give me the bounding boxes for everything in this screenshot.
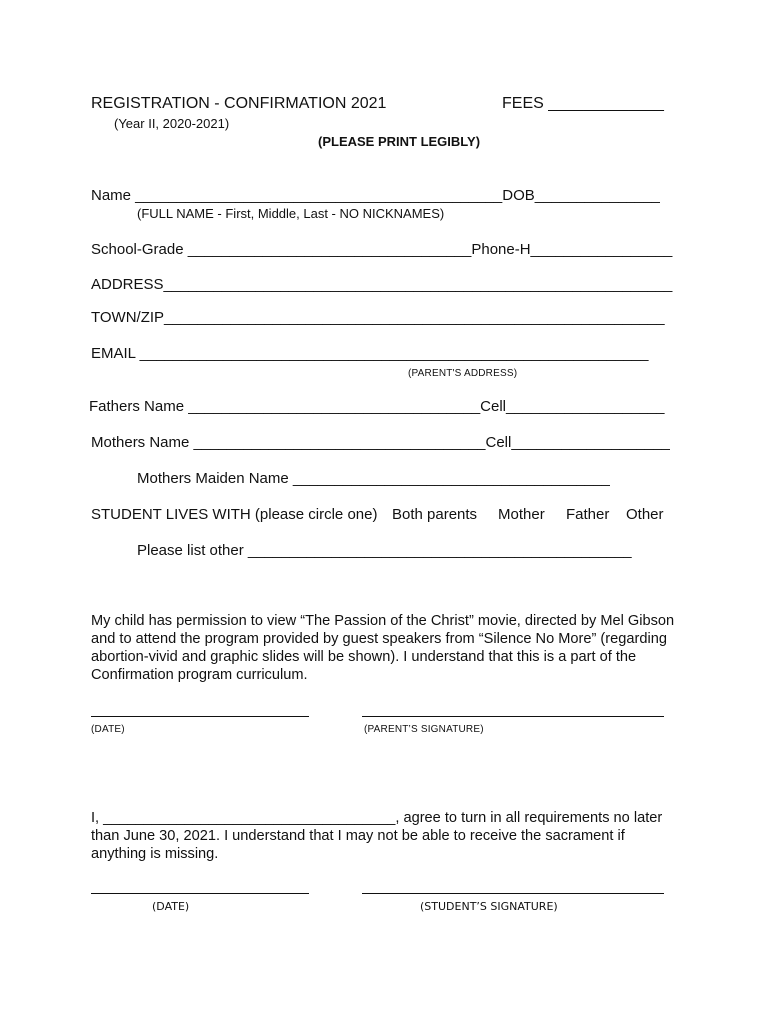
mothers-name-cell-field[interactable]: Mothers Name ___________________________________Cell___________________ (91, 434, 670, 451)
fees-field[interactable]: FEES _____________ (502, 95, 664, 112)
mothers-maiden-name-field[interactable]: Mothers Maiden Name ______________________________________ (137, 470, 610, 487)
option-father[interactable]: Father (566, 506, 610, 523)
permission-paragraph: My child has permission to view “The Passion of the Christ” movie, directed by Mel Gibson and to attend the program provided by guest speakers from “Silence No More” (regarding abortion-vivid and graphic slides will be shown). I understand that this is a part of the Confirmation program curriculum. (91, 613, 675, 683)
option-other[interactable]: Other (626, 506, 664, 523)
parent-signature-label: (PARENT’S SIGNATURE) (364, 724, 484, 735)
email-field[interactable]: EMAIL _____________________________________________________________ (91, 345, 649, 362)
fathers-name-cell-field[interactable]: Fathers Name ___________________________________Cell___________________ (89, 398, 665, 415)
name-dob-field[interactable]: Name ____________________________________________DOB_______________ (91, 187, 660, 204)
parent-signature-line[interactable] (362, 716, 664, 717)
please-list-other-field[interactable]: Please list other ______________________________________________ (137, 542, 632, 559)
student-signature-line[interactable] (362, 893, 664, 894)
school-grade-phone-field[interactable]: School-Grade __________________________________Phone-H_________________ (91, 241, 673, 258)
name-hint: (FULL NAME - First, Middle, Last - NO NICKNAMES) (137, 206, 445, 221)
address-field[interactable]: ADDRESS_____________________________________________________________ (91, 276, 673, 293)
student-signature-label: (STUDENT’S SIGNATURE) (420, 900, 558, 913)
print-note: (PLEASE PRINT LEGIBLY) (318, 134, 481, 149)
lives-with-label: STUDENT LIVES WITH (please circle one) (91, 506, 378, 523)
agreement-paragraph: I, ____________________________________, agree to turn in all requirements no later than June 30, 2021. I understand that I may not be able to receive the sacrament if anything is missing. (91, 810, 663, 862)
year-label: (Year II, 2020-2021) (114, 116, 230, 131)
parent-date-label: (DATE) (91, 724, 125, 735)
town-zip-field[interactable]: TOWN/ZIP____________________________________________________________ (91, 309, 665, 326)
parents-address-hint: (PARENT'S ADDRESS) (408, 368, 518, 379)
parent-date-line[interactable] (91, 716, 309, 717)
student-date-line[interactable] (91, 893, 309, 894)
student-date-label: (DATE) (152, 900, 190, 913)
form-title: REGISTRATION - CONFIRMATION 2021 (91, 95, 387, 112)
option-mother[interactable]: Mother (498, 506, 545, 523)
option-both-parents[interactable]: Both parents (392, 506, 478, 523)
